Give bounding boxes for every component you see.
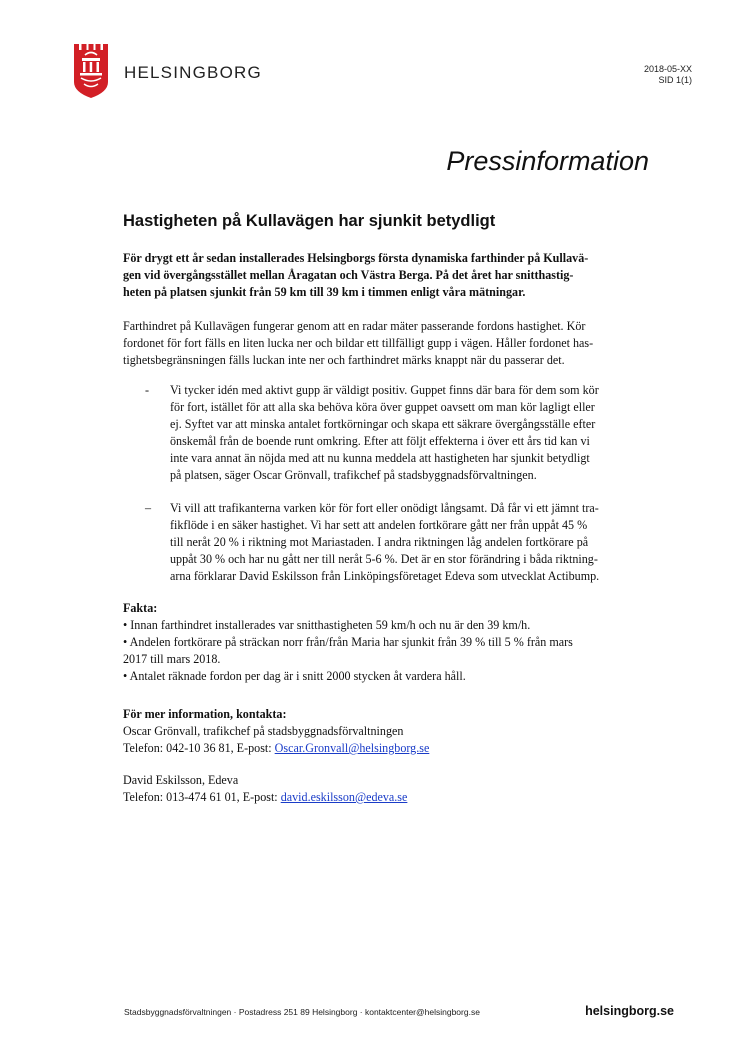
quote-text [170,500,640,585]
headline: Hastigheten på Kullavägen har sjunkit betydligt [123,212,496,230]
fact-item: • Innan farthindret installerades var snitthastigheten 59 km/h och nu är den 39 km/h. [123,618,531,632]
quote-line: arna förklarar David Eskilsson från Linköpingsföretaget Edeva som utvecklat Actibump. [170,569,600,583]
quote-line: fikflöde i en säker hastighet. Vi har sett att andelen fortkörare gått ner från uppåt 45 % [170,518,588,532]
quote-line: inte vara annat än nöjda med att nu kunna meddela att hastigheten har sjunkit betydligt [170,451,590,465]
contact-title: För mer information, kontakta: [123,707,287,721]
fact-item: 2017 till mars 2018. [123,652,221,666]
body-line: fordonet för fort fälls en liten lucka ner och bildar ett tillfälligt gupp i vägen. Håller fordonet has- [123,336,594,350]
facts-title: Fakta: [123,601,158,615]
body-line: tighetsbegränsningen fälls luckan inte ner och farthindret märks knappt när du passerar det. [123,353,565,367]
contact-phone-line [123,740,630,757]
helsingborg-crest-logo [73,44,109,98]
quote-line: Vi vill att trafikanterna varken kör för fort eller onödigt långsamt. Då får vi ett jämnt tra- [170,501,599,515]
lead-line: gen vid övergångsstället mellan Åragatan och Västra Berga. På det året har snitthastig- [123,268,574,282]
lead-line: För drygt ett år sedan installerades Helsingborgs första dynamiska farthinder på Kullavä- [123,251,589,265]
fact-item: • Antalet räknade fordon per dag är i snitt 2000 stycken åt vardera håll. [123,669,466,683]
quote-line: för fort, istället för att alla ska behöva köra över guppet oavsett om man kör lagligt eller [170,400,595,414]
quote-line: till neråt 20 % i riktning mot Mariastaden. I andra riktningen låg andelen fortkörare på [170,535,589,549]
quote-dash-marker: – [145,501,152,515]
lead-line: heten på platsen sjunkit från 59 km till 39 km i timmen enligt våra mätningar. [123,285,526,299]
quote-line: på platsen, säger Oscar Grönvall, trafikchef på stadsbyggnadsförvaltningen. [170,468,537,482]
lead-paragraph [123,250,630,301]
quote-text [170,382,640,484]
page-number: SID 1(1) [658,75,692,85]
footer-address: Stadsbyggnadsförvaltningen · Postadress 251 89 Helsingborg · kontaktcenter@helsingborg.se [124,1007,480,1017]
contact-phone-line [123,789,630,806]
quote-line: önskemål från de boende runt omkring. Efter att följt effekterna i över ett års tid kan vi [170,434,590,448]
facts-section [123,600,630,685]
quote-dash-marker: - [145,383,150,397]
contact-name: Oscar Grönvall, trafikchef på stadsbyggnadsförvaltningen [123,724,404,738]
contact-email-link[interactable]: Oscar.Gronvall@helsingborg.se [274,741,430,755]
contact-phone: Telefon: 042-10 36 81, E-post: [123,741,275,755]
fact-item: • Andelen fortkörare på sträckan norr från/från Maria har sjunkit från 39 % till 5 % från mars [123,635,573,649]
quote-line: uppåt 30 % och har nu gått ner till neråt 5-6 %. Det är en stor förändring i båda riktning- [170,552,598,566]
contact-name: David Eskilsson, Edeva [123,773,239,787]
contact-section [123,772,630,806]
body-paragraph [123,318,630,369]
contact-email-link[interactable]: david.eskilsson@edeva.se [280,790,408,804]
document-meta [644,64,692,86]
quote-line: ej. Syftet var att minska antalet fortkörningar och skapa ett säkrare övergångsställe efter [170,417,596,431]
brand-wordmark: HELSINGBORG [124,63,262,82]
contact-phone: Telefon: 013-474 61 01, E-post: [123,790,281,804]
body-line: Farthindret på Kullavägen fungerar genom att en radar mäter passerande fordons hastighet. Kör [123,319,586,333]
document-type-title: Pressinformation [446,146,649,176]
document-date: 2018-05-XX [643,64,692,74]
contact-section [123,706,630,757]
quote-line: Vi tycker idén med aktivt gupp är väldigt positiv. Guppet finns där bara för dem som kör [170,383,599,397]
footer-website[interactable]: helsingborg.se [585,1004,674,1018]
